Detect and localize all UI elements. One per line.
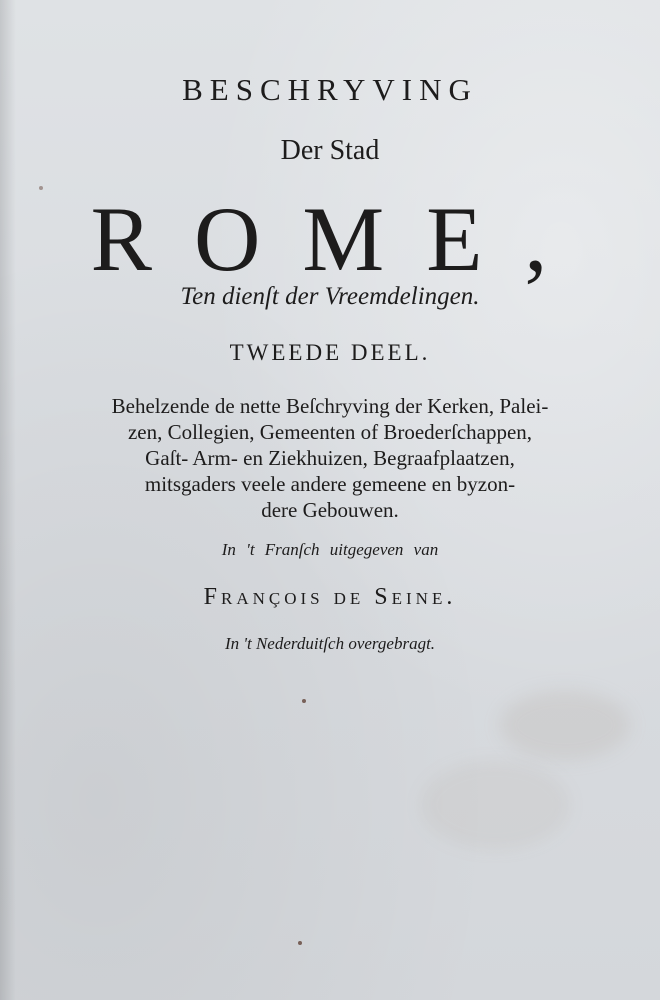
ink-dot xyxy=(39,186,43,190)
paper-stain xyxy=(500,690,630,760)
description-line: dere Gebouwen. xyxy=(261,498,399,522)
description-line: mitsgaders veele andere gemeene en byzon- xyxy=(144,472,516,496)
part-label: TWEEDE DEEL. xyxy=(229,340,431,365)
paper-stain xyxy=(420,760,570,850)
description-line: Gaſt- Arm- en Ziekhuizen, Begraafplaatzen, xyxy=(145,446,515,470)
main-title: ROME, xyxy=(90,188,590,290)
translated-from: In 't Franſch uitgegeven van xyxy=(221,540,439,559)
translated-into: In 't Nederduitſch overgebragt. xyxy=(224,634,436,653)
author-name: François de Seine. xyxy=(203,584,457,610)
description-block xyxy=(40,393,620,523)
title-line-1: BESCHRYVING xyxy=(182,72,478,107)
ink-dot xyxy=(298,941,302,945)
title-line-2: Der Stad xyxy=(280,135,380,166)
ink-dot xyxy=(302,699,306,703)
subtitle: Ten dienſt der Vreemdelingen. xyxy=(180,283,480,310)
description-line: zen, Collegien, Gemeenten of Broederſchappen, xyxy=(127,420,533,444)
description-line: Behelzende de nette Beſchryving der Kerken, Palei- xyxy=(111,394,549,418)
